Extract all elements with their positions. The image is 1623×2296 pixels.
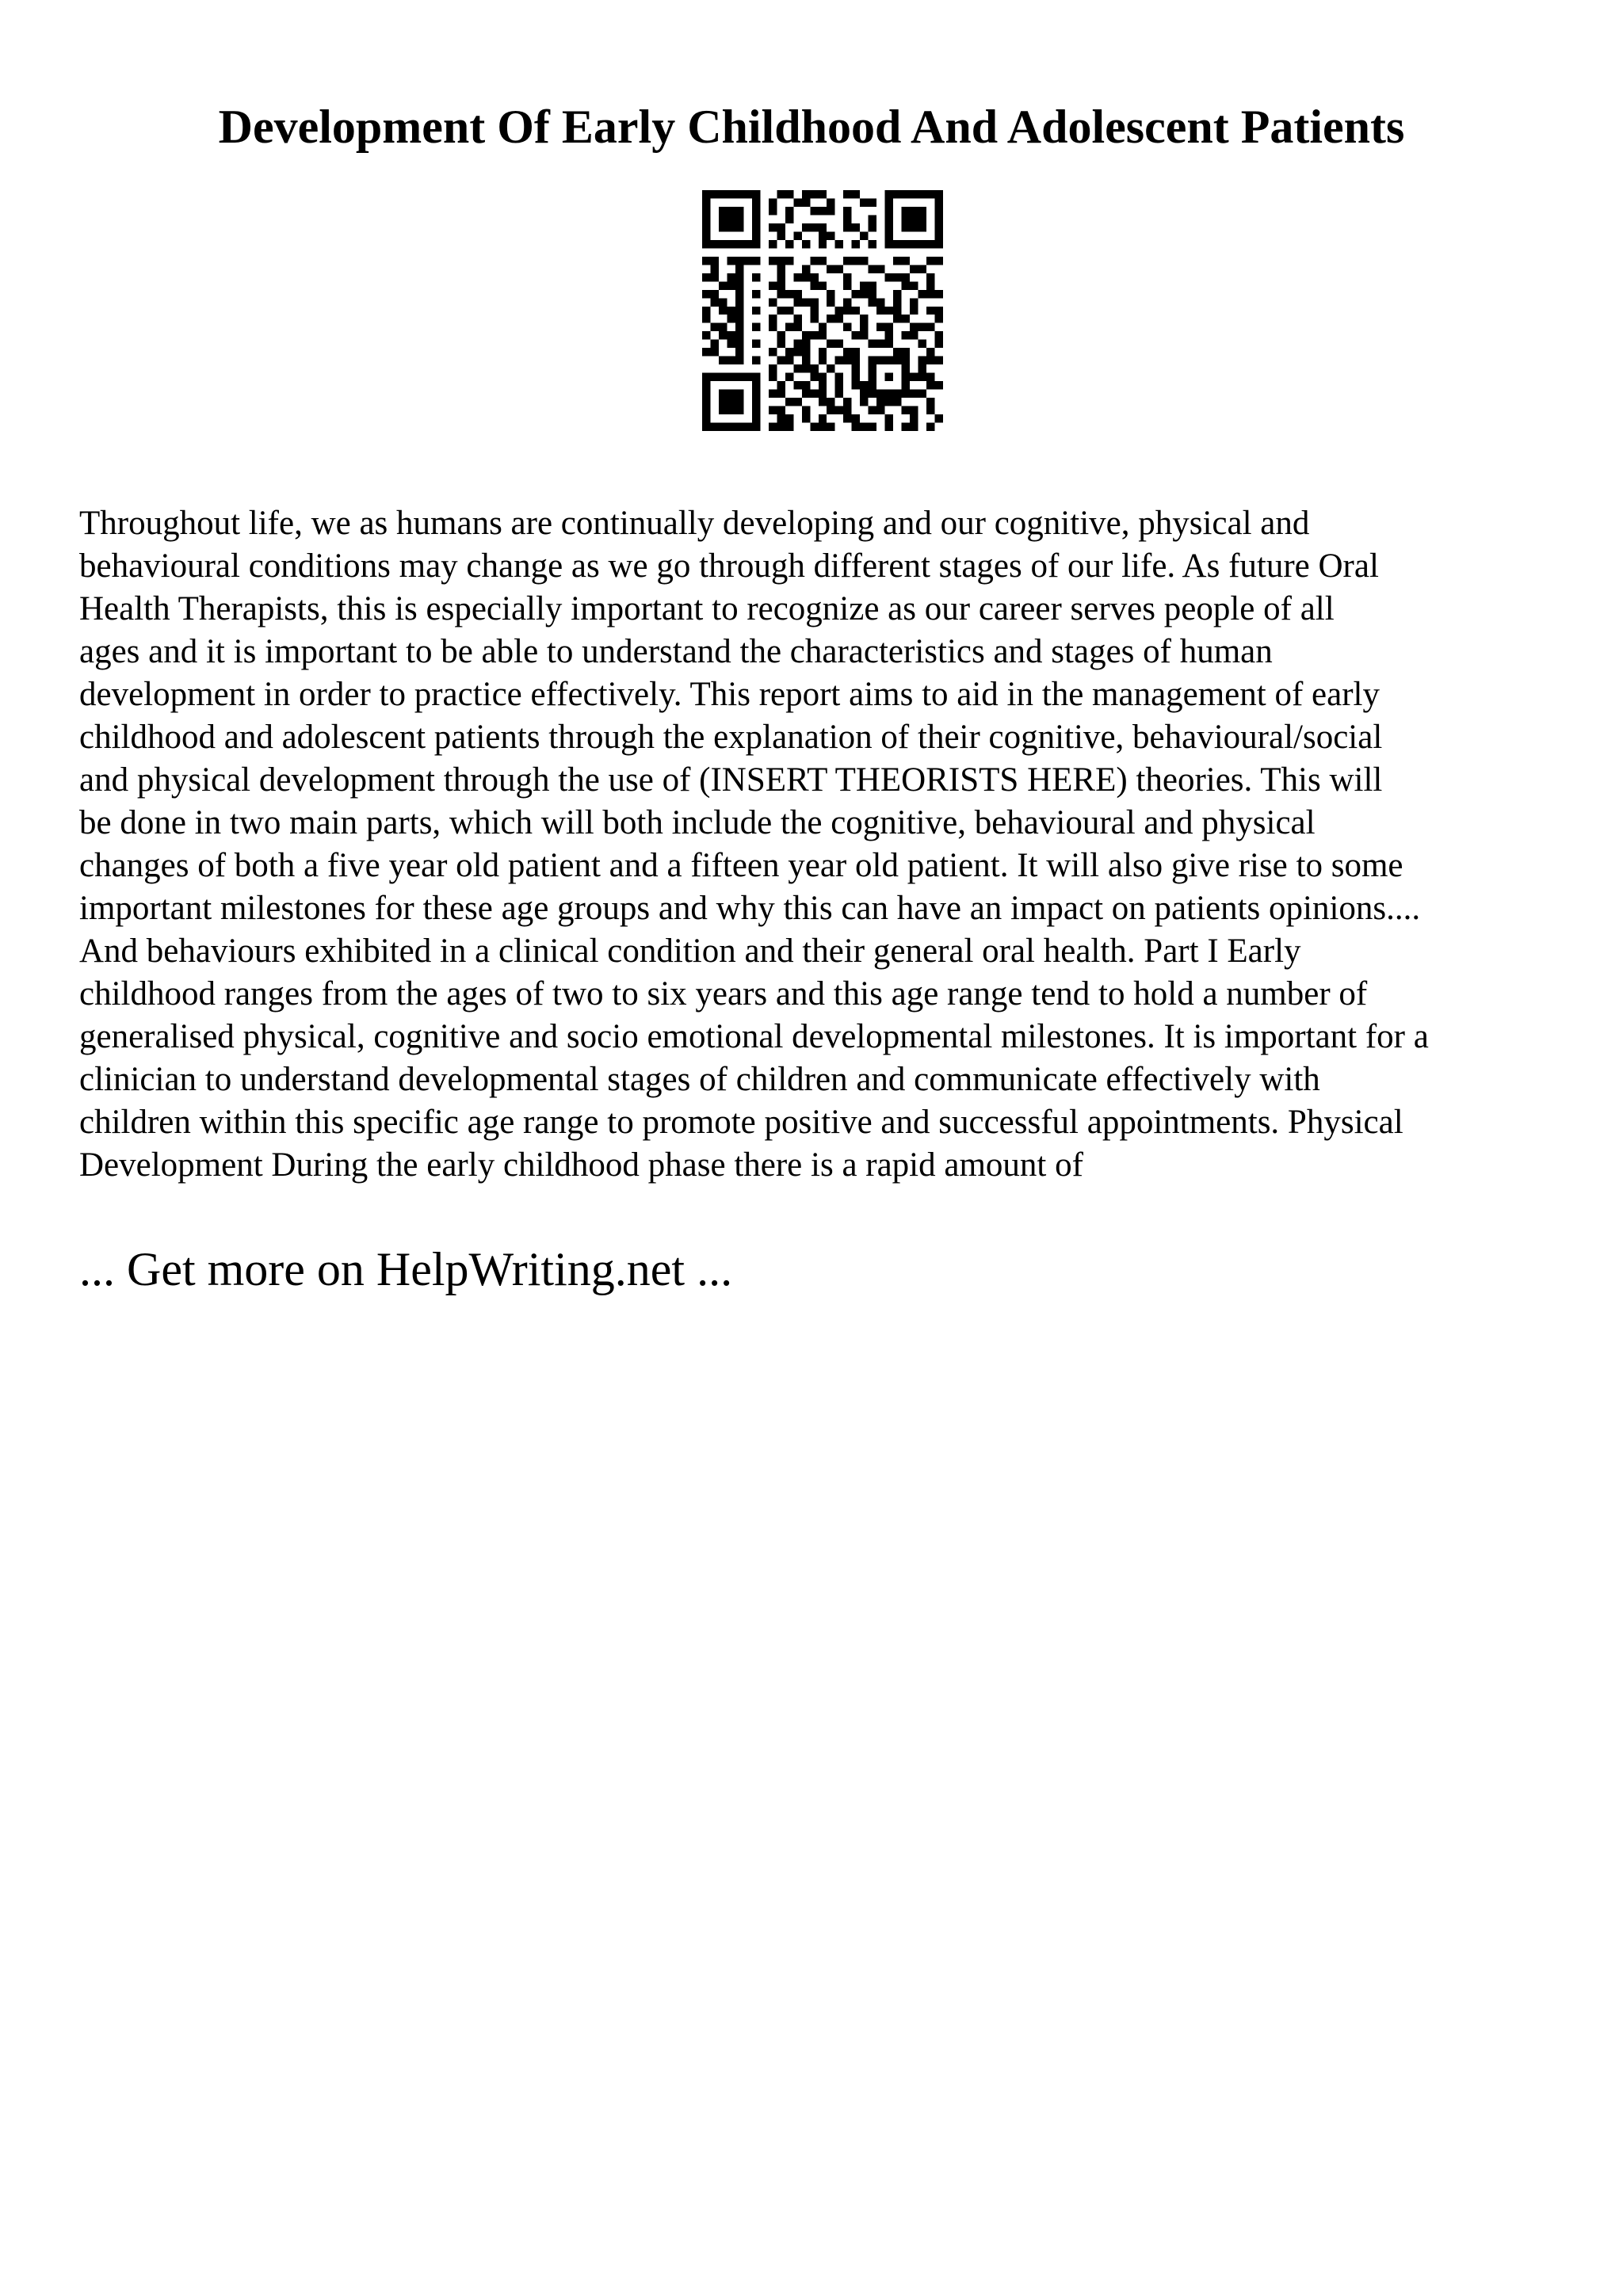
body-line: Throughout life, we as humans are continually developing and our cognitive, physical and xyxy=(79,505,1310,542)
body-line: Development During the early childhood phase there is a rapid amount of xyxy=(79,1146,1083,1184)
body-line: development in order to practice effectively. This report aims to aid in the management of early xyxy=(79,676,1380,713)
body-line: behavioural conditions may change as we go through different stages of our life. As future Oral xyxy=(79,547,1379,585)
body-line: be done in two main parts, which will both include the cognitive, behavioural and physical xyxy=(79,804,1316,841)
qr-code-icon xyxy=(702,190,943,431)
body-line: children within this specific age range to promote positive and successful appointments. Physical xyxy=(79,1104,1403,1141)
body-line: Health Therapists, this is especially important to recognize as our career serves people of all xyxy=(79,590,1335,627)
body-line: And behaviours exhibited in a clinical condition and their general oral health. Part I Early xyxy=(79,933,1301,970)
body-line: and physical development through the use of (INSERT THEORISTS HERE) theories. This will xyxy=(79,761,1383,799)
body-line: generalised physical, cognitive and socio emotional developmental milestones. It is important for a xyxy=(79,1018,1429,1055)
body-line: ages and it is important to be able to understand the characteristics and stages of human xyxy=(79,633,1273,670)
body-line: childhood and adolescent patients through the explanation of their cognitive, behavioural/social xyxy=(79,719,1383,756)
body-line: important milestones for these age groups and why this can have an impact on patients opinions.... xyxy=(79,890,1421,927)
document-title: Development Of Early Childhood And Adolescent Patients xyxy=(218,101,1405,153)
body-line: childhood ranges from the ages of two to six years and this age range tend to hold a number of xyxy=(79,975,1368,1013)
body-line: changes of both a five year old patient and a fifteen year old patient. It will also give rise to some xyxy=(79,847,1403,884)
get-more-link[interactable]: ... Get more on HelpWriting.net ... xyxy=(79,1243,733,1295)
body-line: clinician to understand developmental stages of children and communicate effectively with xyxy=(79,1061,1320,1098)
document-body xyxy=(79,502,1569,1187)
